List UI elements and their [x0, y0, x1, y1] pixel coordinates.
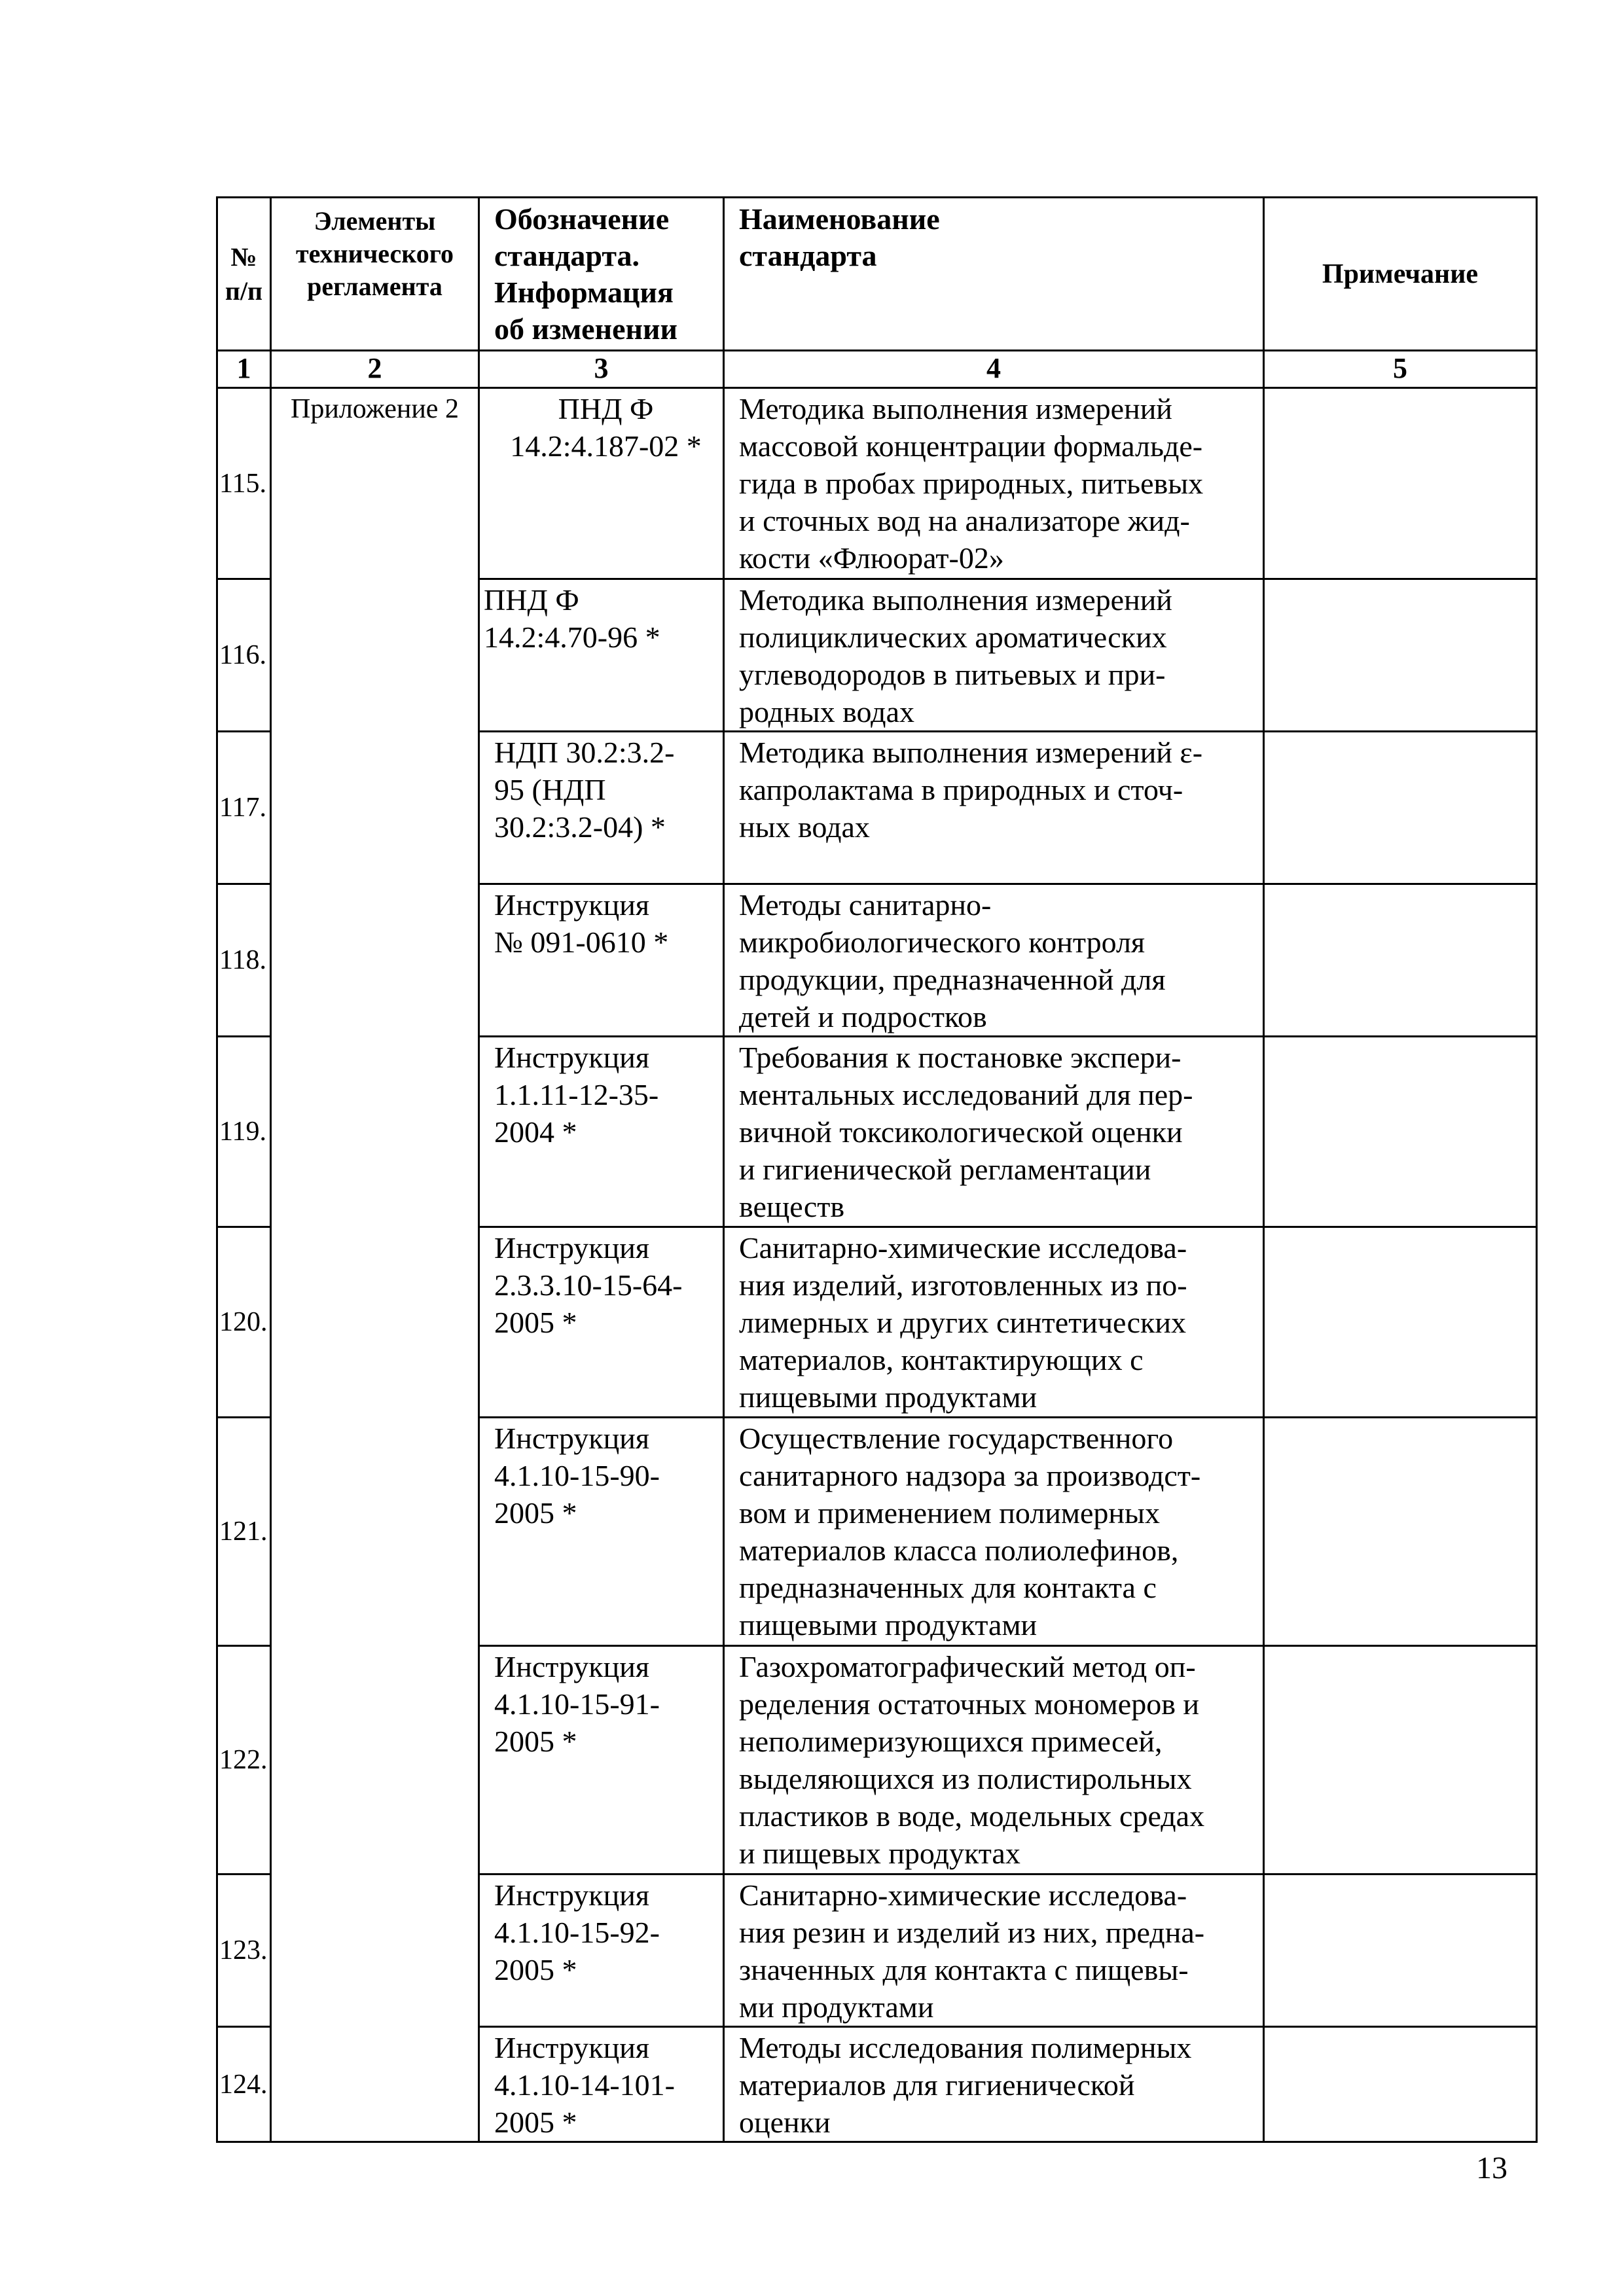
standard-designation: ПНД Ф 14.2:4.70-96 *	[479, 579, 724, 732]
standard-name: Методы санитарно- микробиологического контроля продукции, предназначенной для детей и подростков	[724, 884, 1264, 1037]
page-number: 13	[1476, 2151, 1507, 2185]
standard-name: Методика выполнения измерений массовой концентрации формальде- гида в пробах природных, питьевых и сточных вод на анализаторе жид- кости «Флюорат-02»	[724, 388, 1264, 579]
standard-name: Санитарно-химические исследова- ния изделий, изготовленных из по- лимерных и других синтетических материалов, контактирующих с пищевыми продуктами	[724, 1227, 1264, 1418]
note-cell	[1264, 1874, 1537, 2027]
standard-designation: Инструкция 4.1.10-15-92- 2005 *	[479, 1874, 724, 2027]
standard-name: Требования к постановке экспери- ментальных исследований для пер- вичной токсикологической оценки и гигиенической регламентации веществ	[724, 1037, 1264, 1227]
row-number: 120.	[217, 1227, 271, 1418]
header-name: Наименование стандарта	[724, 198, 1264, 351]
column-index: 5	[1264, 351, 1537, 388]
note-cell	[1264, 579, 1537, 732]
standard-name: Газохроматографический метод оп- ределения остаточных мономеров и неполимеризующихся примесей, выделяющихся из полистирольных пластиков в воде, модельных средах и пищевых продуктах	[724, 1646, 1264, 1874]
row-number: 118.	[217, 884, 271, 1037]
column-index: 3	[479, 351, 724, 388]
note-cell	[1264, 732, 1537, 884]
standard-name: Методы исследования полимерных материалов для гигиенической оценки	[724, 2027, 1264, 2142]
column-index: 2	[271, 351, 479, 388]
standard-designation: Инструкция 4.1.10-15-91- 2005 *	[479, 1646, 724, 1874]
note-cell	[1264, 1418, 1537, 1646]
standard-name: Методика выполнения измерений полициклических ароматических углеводородов в питьевых и при- родных водах	[724, 579, 1264, 732]
standard-designation: Инструкция № 091-0610 *	[479, 884, 724, 1037]
standard-name: Осуществление государственного санитарного надзора за производст- вом и применением полимерных материалов класса полиолефинов, предназначенных для контакта с пищевыми продуктами	[724, 1418, 1264, 1646]
standard-designation: ПНД Ф 14.2:4.187-02 *	[479, 388, 724, 579]
header-designation: Обозначение стандарта. Информация об изменении	[479, 198, 724, 351]
row-number: 117.	[217, 732, 271, 884]
standard-designation: Инструкция 1.1.11-12-35- 2004 *	[479, 1037, 724, 1227]
column-index-row	[217, 351, 1537, 388]
header-elements: Элементы технического регламента	[271, 198, 479, 351]
header-note: Примечание	[1264, 198, 1537, 351]
note-cell	[1264, 1646, 1537, 1874]
regulation-element: Приложение 2	[271, 388, 479, 2142]
row-number: 115.	[217, 388, 271, 579]
note-cell	[1264, 2027, 1537, 2142]
row-number: 116.	[217, 579, 271, 732]
row-number: 124.	[217, 2027, 271, 2142]
standards-table	[216, 196, 1538, 2143]
row-number: 121.	[217, 1418, 271, 1646]
column-index: 1	[217, 351, 271, 388]
standard-name: Санитарно-химические исследова- ния резин и изделий из них, предна- значенных для контакта с пищевы- ми продуктами	[724, 1874, 1264, 2027]
table-row	[217, 388, 1537, 579]
row-number: 119.	[217, 1037, 271, 1227]
standard-designation: Инструкция 4.1.10-14-101- 2005 *	[479, 2027, 724, 2142]
header-row	[217, 198, 1537, 351]
standard-designation: НДП 30.2:3.2- 95 (НДП 30.2:3.2-04) *	[479, 732, 724, 884]
note-cell	[1264, 1037, 1537, 1227]
row-number: 123.	[217, 1874, 271, 2027]
standard-designation: Инструкция 2.3.3.10-15-64- 2005 *	[479, 1227, 724, 1418]
row-number: 122.	[217, 1646, 271, 1874]
note-cell	[1264, 1227, 1537, 1418]
note-cell	[1264, 884, 1537, 1037]
header-num: № п/п	[217, 198, 271, 351]
standard-name: Методика выполнения измерений ε- капролактама в природных и сточ- ных водах	[724, 732, 1264, 884]
standard-designation: Инструкция 4.1.10-15-90- 2005 *	[479, 1418, 724, 1646]
note-cell	[1264, 388, 1537, 579]
column-index: 4	[724, 351, 1264, 388]
